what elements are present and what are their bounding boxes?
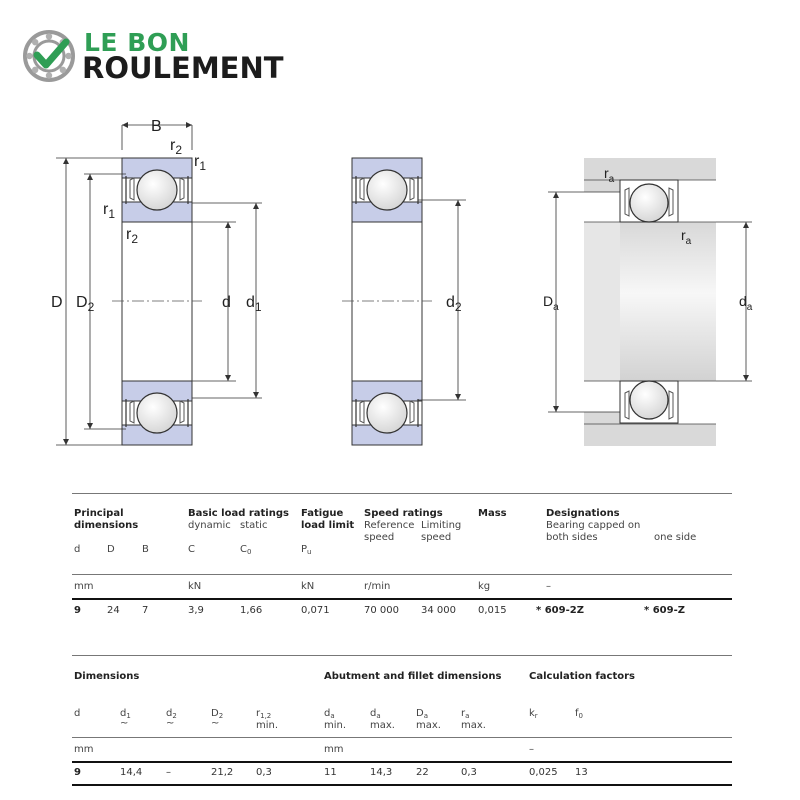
label-d: d — [222, 294, 231, 311]
val-C0: 1,66 — [240, 605, 263, 616]
sym-C0: $C_0$ — [240, 544, 252, 556]
val-C: 3,9 — [188, 605, 204, 616]
sym-d: d — [74, 544, 81, 555]
hdr-dynamic: dynamic — [188, 520, 231, 531]
label-Da: $D_a$ — [543, 293, 559, 313]
val2-d: 9 — [74, 767, 81, 778]
val-designation-both: * 609-2Z — [536, 605, 584, 616]
sym2-da-min: $d_a$ — [324, 708, 335, 720]
label-D: D — [51, 294, 63, 311]
val-lim-speed: 34 000 — [421, 605, 456, 616]
sym2-d2-tilde: ~ — [166, 718, 175, 729]
sym2-Da: $D_a$ — [416, 708, 428, 720]
val2-da-min: 11 — [324, 767, 337, 778]
sym2-da-max-lbl: max. — [370, 720, 395, 731]
unit-mm: mm — [74, 581, 94, 592]
hdr-speed: Speed ratings — [364, 508, 443, 519]
val2-kr: 0,025 — [529, 767, 558, 778]
label-d1: $d_1$ — [246, 294, 262, 314]
hdr-mass: Mass — [478, 508, 507, 519]
val2-d1: 14,4 — [120, 767, 143, 778]
label-r1-top: $r_1$ — [194, 153, 207, 173]
hdr-reference-2: speed — [364, 532, 395, 543]
hdr-limiting-2: speed — [421, 532, 452, 543]
sym2-f0: $f_0$ — [575, 708, 583, 720]
label-r2-left: $r_2$ — [126, 226, 139, 246]
val-B: 7 — [142, 605, 149, 616]
sym2-da-max: $d_a$ — [370, 708, 381, 720]
sym2-d2: $d_2$ — [166, 708, 177, 720]
sym2-da-min-lbl: min. — [324, 720, 347, 731]
val2-ra: 0,3 — [461, 767, 477, 778]
hdr-limiting: Limiting — [421, 520, 462, 531]
sym2-kr: $k_r$ — [529, 708, 538, 720]
val-d: 9 — [74, 605, 81, 616]
hdr-abutment: Abutment and fillet dimensions — [324, 671, 502, 682]
label-D2: $D_2$ — [76, 294, 95, 314]
hdr-principal-2: dimensions — [74, 520, 139, 531]
sym2-r12-min: min. — [256, 720, 279, 731]
brand-name-line1: LE BON — [84, 28, 190, 57]
sym-B: B — [142, 544, 149, 555]
hdr-static: static — [240, 520, 268, 531]
unit-kN: kN — [188, 581, 202, 592]
label-r1-left: $r_1$ — [103, 201, 116, 221]
sym-D: D — [107, 544, 115, 555]
unit2-mm: mm — [74, 744, 94, 755]
val-designation-one: * 609-Z — [644, 605, 685, 616]
val-ref-speed: 70 000 — [364, 605, 399, 616]
label-B: B — [151, 118, 162, 135]
hdr-capped: Bearing capped on — [546, 520, 641, 531]
brand-name-line2: ROULEMENT — [82, 51, 284, 85]
sym2-d: d — [74, 708, 81, 719]
val-D: 24 — [107, 605, 120, 616]
table1-mid-rule — [72, 574, 732, 575]
unit-kN-2: kN — [301, 581, 315, 592]
sym-Pu: $P_u$ — [301, 544, 312, 556]
hdr-calc-factors: Calculation factors — [529, 671, 635, 682]
val-Pu: 0,071 — [301, 605, 330, 616]
label-r2-top: $r_2$ — [170, 137, 183, 157]
sym2-r12: $r_{1,2}$ — [256, 708, 272, 720]
hdr-basic-load: Basic load ratings — [188, 508, 289, 519]
sym2-D2-tilde: ~ — [211, 718, 220, 729]
table1-top-rule — [72, 493, 732, 494]
hdr-capped-2: both sides — [546, 532, 598, 543]
sym-C: C — [188, 544, 195, 555]
sym2-d1: $d_1$ — [120, 708, 131, 720]
hdr-one-side: one side — [654, 532, 697, 543]
table1-data-rule — [72, 598, 732, 600]
val2-f0: 13 — [575, 767, 588, 778]
label-ra-top: $r_a$ — [604, 165, 615, 185]
hdr-designations: Designations — [546, 508, 620, 519]
sym2-Da-lbl: max. — [416, 720, 441, 731]
hdr-dimensions: Dimensions — [74, 671, 140, 682]
hdr-principal: Principal — [74, 508, 124, 519]
sym2-d1-tilde: ~ — [120, 718, 129, 729]
unit2-dash: – — [529, 744, 534, 755]
sym2-ra: $r_a$ — [461, 708, 470, 720]
sym2-D2: $D_2$ — [211, 708, 224, 720]
table2-bottom-rule — [72, 784, 732, 786]
table2-data-rule — [72, 761, 732, 763]
val2-Da: 22 — [416, 767, 429, 778]
hdr-fatigue-2: load limit — [301, 520, 355, 531]
label-d2: $d_2$ — [446, 294, 462, 314]
label-da: $d_a$ — [739, 293, 753, 313]
table2-top-rule — [72, 655, 732, 656]
val2-D2: 21,2 — [211, 767, 234, 778]
unit2-mm-2: mm — [324, 744, 344, 755]
val2-da-max: 14,3 — [370, 767, 393, 778]
label-ra-right: $r_a$ — [681, 227, 692, 247]
unit-dash: – — [546, 581, 551, 592]
val-mass: 0,015 — [478, 605, 507, 616]
hdr-reference: Reference — [364, 520, 415, 531]
table2-mid-rule — [72, 737, 732, 738]
sym2-ra-lbl: max. — [461, 720, 486, 731]
hdr-fatigue: Fatigue — [301, 508, 344, 519]
val2-r12: 0,3 — [256, 767, 272, 778]
val2-d2: – — [166, 767, 171, 778]
unit-rmin: r/min — [364, 581, 391, 592]
unit-kg: kg — [478, 581, 491, 592]
